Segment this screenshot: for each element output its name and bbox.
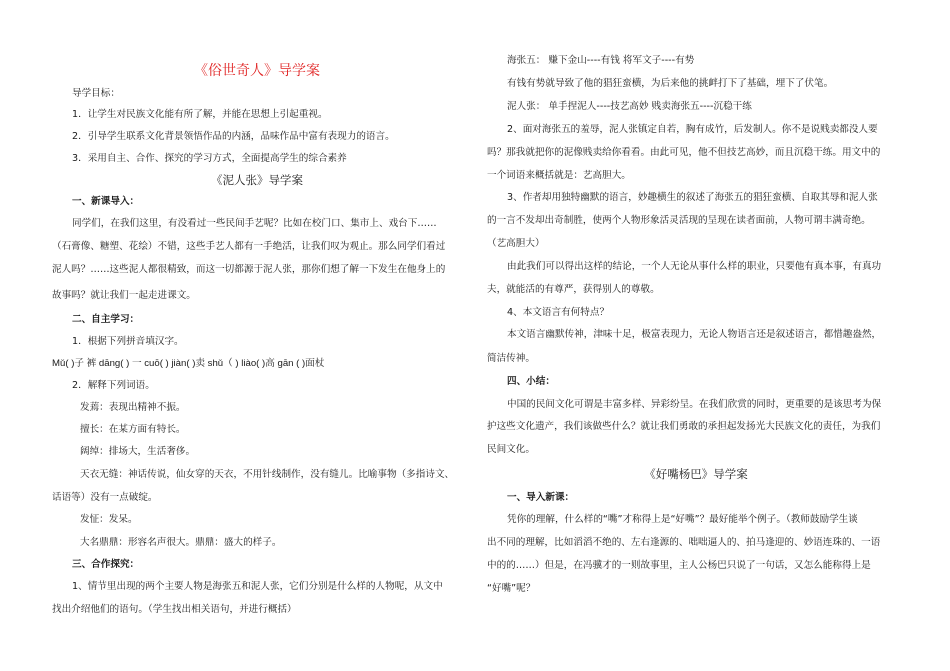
intro-line: 凭你的理解，什么样的“嘴”才称得上是“好嘴”？最好能举个例子。（教师鼓励学生谈 bbox=[507, 514, 858, 525]
body-line: 一个词语来概括就是：艺高胆大。 bbox=[487, 170, 631, 181]
section-heading-3: 三、合作探究： bbox=[72, 559, 140, 570]
body-line: 简洁传神。 bbox=[487, 353, 535, 364]
body-line: （艺高胆大） bbox=[487, 238, 545, 249]
vocab-item: 天衣无缝：神话传说，仙女穿的天衣，不用针线制作，没有缝儿。比喻事物（多指诗文、 bbox=[80, 469, 455, 480]
summary-line: 护这些文化遗产，我们该做些什么？就让我们勇敢的承担起发扬光大民族文化的责任，为我们 bbox=[487, 421, 881, 432]
intro-line: “好嘴”呢？ bbox=[487, 583, 536, 594]
vocab-item: 擅长：在某方面有特长。 bbox=[80, 424, 186, 435]
vocab-item: 阔绰：排场大，生活奢侈。 bbox=[80, 446, 196, 457]
objectives-heading: 导学目标： bbox=[72, 88, 120, 99]
body-line: 3、作者却用独特幽默的语言，妙趣横生的叙述了海张五的猖狂蛮横、自取其辱和泥人张 bbox=[507, 192, 878, 203]
body-line: 有钱有势就导致了他的猖狂蛮横，为后来他的挑衅打下了基础，埋下了伏笔。 bbox=[507, 78, 834, 89]
section-heading-1: 一、新课导入： bbox=[72, 196, 140, 207]
intro-line: 泥人吗？……这些泥人都很精致，而这一切都源于泥人张，那你们想了解一下发生在他身上的 bbox=[52, 264, 446, 275]
vocab-item: 发蔫：表现出精神不振。 bbox=[80, 402, 186, 413]
intro-line: 同学们，在我们这里，有没看过一些民间手艺呢？比如在校门口、集市上、戏台下…… bbox=[72, 218, 437, 229]
body-line: 海张五： 赚下金山----有钱 将军文子----有势 bbox=[507, 55, 695, 66]
objective-item: 1．让学生对民族文化能有所了解，并能在思想上引起重视。 bbox=[72, 109, 328, 120]
intro-line: （石膏像、糖塑、花绘）不错，这些手艺人都有一手绝活，让我们叹为观止。那么同学们看过 bbox=[52, 241, 446, 252]
section-heading-2: 二、自主学习： bbox=[72, 314, 140, 325]
objective-item: 2．引导学生联系文化背景领悟作品的内涵，品味作品中富有表现力的语言。 bbox=[72, 131, 395, 142]
body-line: 吗？那我就把你的泥像贱卖给你看看。由此可见，他不但技艺高妙，而且沉稳干练。用文中的 bbox=[487, 147, 881, 158]
body-line: 由此我们可以得出这样的结论，一个人无论从事什么样的职业，只要他有真本事，有真功 bbox=[507, 261, 882, 272]
vocab-item: 大名鼎鼎：形容名声很大。鼎鼎：盛大的样子。 bbox=[80, 537, 282, 548]
intro-line: 故事吗？就让我们一起走进课文。 bbox=[52, 290, 196, 301]
explore-line: 找出介绍他们的语句。（学生找出相关语句，并进行概括） bbox=[52, 604, 297, 615]
explore-line: 1、情节里出现的两个主要人物是海张五和泥人张，它们分别是什么样的人物呢，从文中 bbox=[72, 581, 443, 592]
objective-item: 3．采用自主、合作、探究的学习方式，全面提高学生的综合素养 bbox=[72, 153, 347, 164]
vocab-item: 发怔：发呆。 bbox=[80, 514, 138, 525]
section-subtitle-2: 《好嘴杨巴》导学案 bbox=[644, 467, 748, 481]
intro-line: 中的的……）但是，在冯骥才的一则故事里，主人公杨巴只说了一句话，又怎么能称得上是 bbox=[487, 560, 871, 571]
summary-heading: 四、小结： bbox=[507, 376, 555, 387]
body-line: 夫，就能活的有尊严，获得别人的尊敬。 bbox=[487, 284, 660, 295]
main-title: 《俗世奇人》导学案 bbox=[194, 63, 320, 79]
intro-heading: 一、导入新课： bbox=[507, 492, 575, 503]
task-item: 1．根据下列拼音填汉字。 bbox=[72, 336, 184, 347]
body-line: 的一言不发却出奇制胜，使两个人物形象活灵活现的呈现在读者面前，人物可谓丰满奇绝。 bbox=[487, 215, 871, 226]
pinyin-line: Mǔ( )子 裤 dāng( ) 一 cuō( ) jiàn( )卖 shǔ（ ) liào( )高 gān ( )面杖 bbox=[52, 358, 325, 369]
vocab-item: 话语等）没有一点破绽。 bbox=[52, 492, 158, 503]
task-item: 2．解释下列词语。 bbox=[72, 380, 155, 391]
body-line: 泥人张： 单手捏泥人----技艺高妙 贱卖海张五----沉稳干练 bbox=[507, 101, 752, 112]
summary-line: 中国的民间文化可谓是丰富多样、异彩纷呈。在我们欣赏的同时，更重要的是该思考为保 bbox=[507, 399, 882, 410]
body-line: 2、面对海张五的羞辱，泥人张镇定自若，胸有成竹，后发制人。你不是说贱卖都没人要 bbox=[507, 124, 878, 135]
summary-line: 民间文化。 bbox=[487, 444, 535, 455]
intro-line: 出不同的理解，比如滔滔不绝的、左右逢源的、咄咄逼人的、拍马逢迎的、妙语连珠的、一语 bbox=[487, 537, 881, 548]
body-line: 本文语言幽默传神，津味十足，极富表现力，无论人物语言还是叙述语言，都惜趣盎然， bbox=[507, 329, 882, 340]
section-subtitle: 《泥人张》导学案 bbox=[211, 173, 303, 187]
body-line: 4、本文语言有何特点？ bbox=[507, 307, 610, 318]
